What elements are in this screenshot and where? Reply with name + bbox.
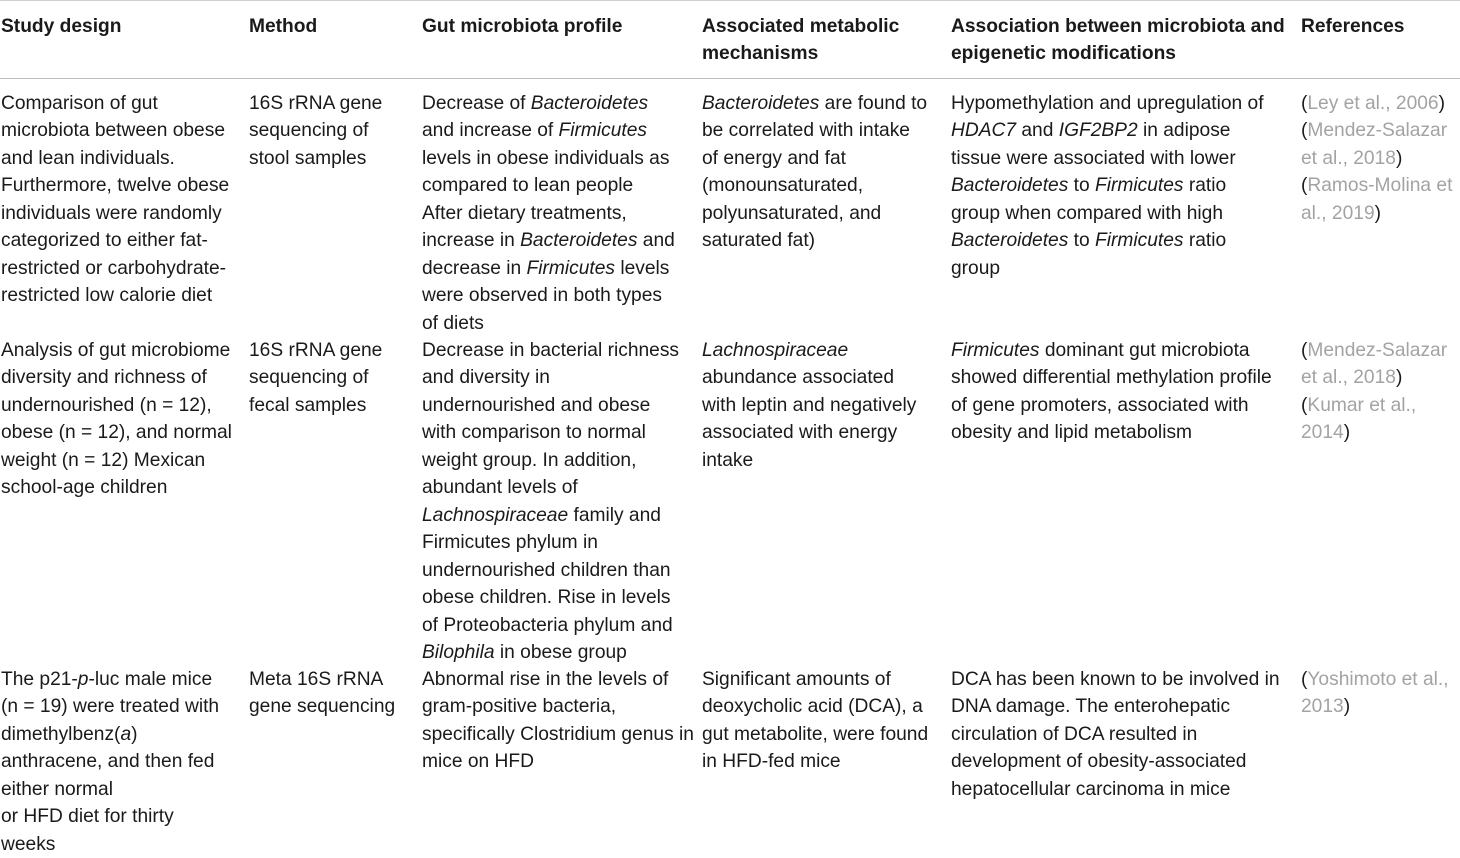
row2-study-design: Analysis of gut microbiome diversity and richness of undernourished (n = 12), obese (n = 12), and normal weight (n = 12) Mexican school-age children <box>1 340 232 499</box>
header-method: Method <box>249 16 318 37</box>
row1-mechanisms: Bacteroidetes are found to be correlated with intake of energy and fat (monounsaturated, polyunsaturated, and saturated fat) <box>702 93 928 252</box>
row2-references <box>1301 337 1456 447</box>
row1-profile: Decrease of Bacteroidetes and increase of Firmicutes levels in obese individuals as compared to lean people After dietary treatments, increase in Bacteroidetes and decrease in Firmicutes levels were observed in both types of diets <box>422 93 675 334</box>
row1-study-design: Comparison of gut microbiota between obese and lean individuals. Furthermore, twelve obese individuals were randomly categorized to either fat-restricted or carbohydrate-restricted low calorie diet <box>1 93 230 307</box>
header-references: References <box>1301 16 1405 37</box>
row3-profile: Abnormal rise in the levels of gram-positive bacteria, specifically Clostridium genus in mice on HFD <box>422 669 694 773</box>
header-gut-microbiota-profile: Gut microbiota profile <box>422 16 623 37</box>
reference-link[interactable]: (Mendez-Salazar et al., 2018) <box>1301 340 1448 389</box>
row3-study-design: The p21-p-luc male mice (n = 19) were treated with dimethylbenz(a) anthracene, and then fed either normal or HFD diet for thirty weeks <box>1 669 220 855</box>
row2-epigenetic: Firmicutes dominant gut microbiota showed differential methylation profile of gene promoters, associated with obesity and lipid metabolism <box>951 340 1272 444</box>
reference-link[interactable]: (Ramos-Molina et al., 2019) <box>1301 175 1453 224</box>
header-metabolic-mechanisms: Associated metabolic mechanisms <box>702 16 900 65</box>
reference-link[interactable]: (Mendez-Salazar et al., 2018) <box>1301 120 1448 169</box>
row1-epigenetic: Hypomethylation and upregulation of HDAC7 and IGF2BP2 in adipose tissue were associated with lower Bacteroidetes to Firmicutes ratio group when compared with high Bacteroidetes to Firmicutes ratio group <box>951 93 1264 279</box>
row3-epigenetic: DCA has been known to be involved in DNA damage. The enterohepatic circulation of DCA resulted in development of obesity-associated hepatocellular carcinoma in mice <box>951 669 1280 800</box>
row3-method: Meta 16S rRNA gene sequencing <box>249 669 396 718</box>
header-rule <box>0 78 1460 79</box>
table-top-rule <box>0 0 1460 1</box>
row3-mechanisms: Significant amounts of deoxycholic acid (DCA), a gut metabolite, were found in HFD-fed mice <box>702 669 929 773</box>
header-epigenetic-association: Association between microbiota and epigenetic modifications <box>951 16 1285 65</box>
row2-mechanisms: Lachnospiraceae abundance associated with leptin and negatively associated with energy intake <box>702 340 917 471</box>
row2-method: 16S rRNA gene sequencing of fecal samples <box>249 340 383 416</box>
reference-link[interactable]: (Kumar et al., 2014) <box>1301 394 1417 444</box>
row1-method: 16S rRNA gene sequencing of stool samples <box>249 93 383 169</box>
header-study-design: Study design <box>1 16 122 37</box>
row3-references <box>1301 666 1456 721</box>
row1-references <box>1301 90 1456 227</box>
row2-profile: Decrease in bacterial richness and diversity in undernourished and obese with comparison to normal weight group. In addition, abundant levels of Lachnospiraceae family and Firmicutes phylum in undernourished children than obese children. Rise in levels of Proteobacteria phylum and Bilophila in obese group <box>422 340 680 663</box>
reference-link[interactable]: (Ley et al., 2006) <box>1301 93 1445 114</box>
reference-link[interactable]: (Yoshimoto et al., 2013) <box>1301 669 1449 718</box>
